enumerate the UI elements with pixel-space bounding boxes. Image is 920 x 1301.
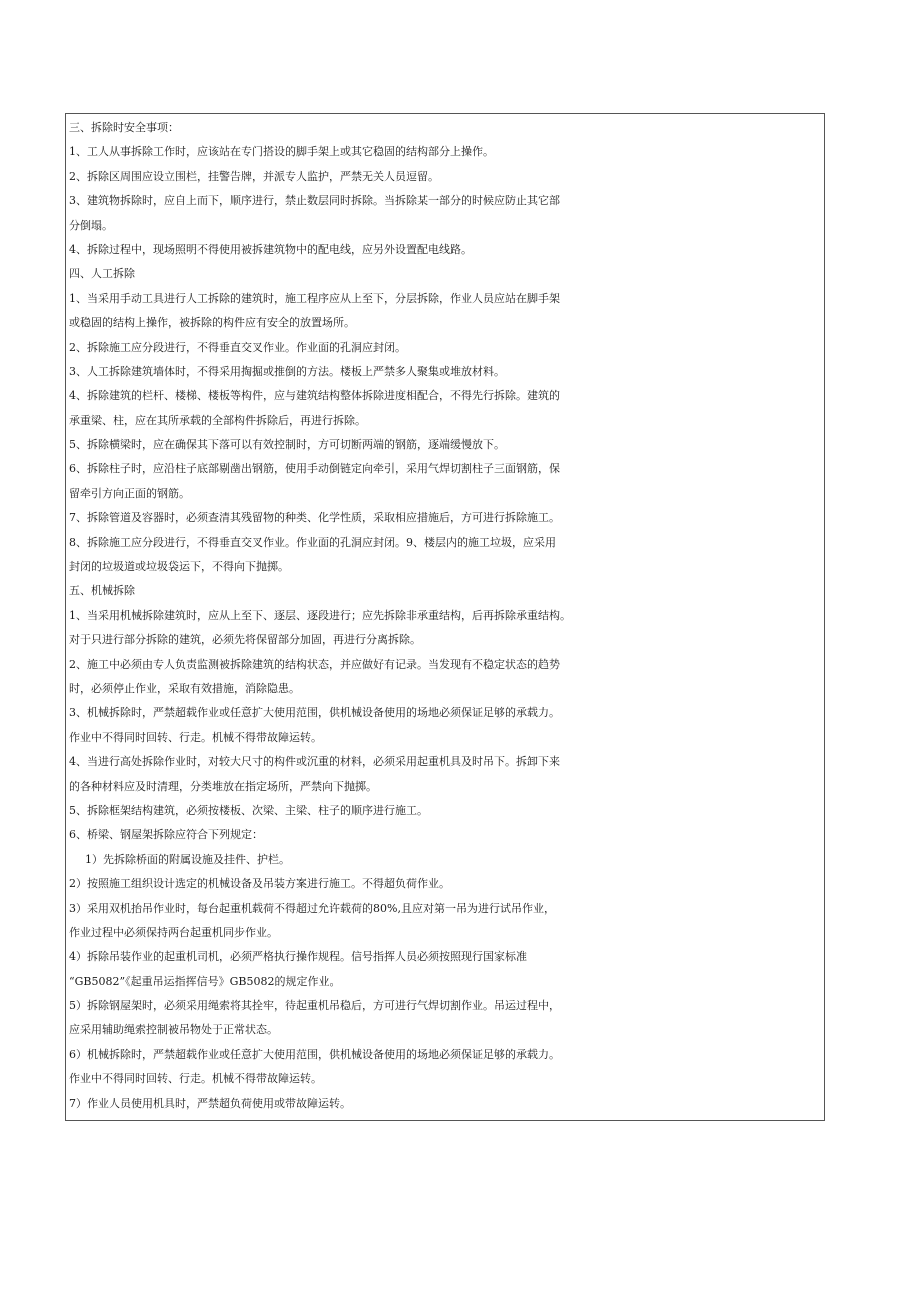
text-line: 四、人工拆除 — [69, 267, 135, 281]
text-line: 6、桥梁、钢屋架拆除应符合下列规定： — [69, 828, 263, 842]
text-line: 应采用辅助绳索控制被吊物处于正常状态。 — [69, 1023, 278, 1037]
text-line: 五、机械拆除 — [69, 584, 135, 598]
text-line: 1、当采用手动工具进行人工拆除的建筑时，施工程序应从上至下，分层拆除，作业人员应站在脚手架 — [69, 291, 560, 305]
text-line: 7）作业人员使用机具时，严禁超负荷使用或带故障运转。 — [69, 1096, 351, 1110]
text-line: 1、工人从事拆除工作时，应该站在专门搭设的脚手架上或其它稳固的结构部分上操作。 — [69, 145, 494, 159]
text-line: 承重梁、柱，应在其所承载的全部构件拆除后，再进行拆除。 — [69, 413, 366, 427]
text-line: 1、当采用机械拆除建筑时，应从上至下、逐层、逐段进行；应先拆除非承重结构，后再拆除承重结构。 — [69, 608, 571, 622]
text-line: 2）按照施工组织设计选定的机械设备及吊装方案进行施工。不得超负荷作业。 — [69, 877, 450, 891]
text-line: 5、拆除框架结构建筑，必须按楼板、次梁、主梁、柱子的顺序进行施工。 — [69, 803, 428, 817]
text-line: 对于只进行部分拆除的建筑，必须先将保留部分加固，再进行分离拆除。 — [69, 633, 421, 647]
text-line: 1）先拆除桥面的附属设施及挂件、护栏。 — [85, 852, 290, 866]
text-line: 4、拆除过程中，现场照明不得使用被拆建筑物中的配电线，应另外设置配电线路。 — [69, 242, 472, 256]
text-line: 封闭的垃圾道或垃圾袋运下，不得向下抛掷。 — [69, 560, 289, 574]
text-line: 2、施工中必须由专人负责监测被拆除建筑的结构状态，并应做好有记录。当发现有不稳定状态的趋势 — [69, 657, 560, 671]
text-line: 3）采用双机抬吊作业时，每台起重机载荷不得超过允许载荷的80%,且应对第一吊为进行试吊作业， — [69, 901, 555, 915]
text-line: 分倒塌。 — [69, 218, 113, 232]
text-line: 7、拆除管道及容器时，必须查清其残留物的种类、化学性质，采取相应措施后，方可进行拆除施工。 — [69, 511, 560, 525]
text-line: 时，必须停止作业，采取有效措施，消除隐患。 — [69, 681, 300, 695]
text-line: “GB5082”《起重吊运指挥信号》GB5082的规定作业。 — [69, 974, 341, 988]
text-line: 6）机械拆除时，严禁超载作业或任意扩大使用范围，供机械设备使用的场地必须保证足够的承载力。 — [69, 1047, 560, 1061]
text-line: 留牵引方向正面的钢筋。 — [69, 486, 190, 500]
text-line: 或稳固的结构上操作，被拆除的构件应有安全的放置场所。 — [69, 316, 355, 330]
text-line: 作业过程中必须保持两台起重机同步作业。 — [69, 925, 278, 939]
text-line: 5、拆除横梁时，应在确保其下落可以有效控制时，方可切断两端的钢筋，逐端缓慢放下。 — [69, 438, 505, 452]
text-line: 8、拆除施工应分段进行，不得垂直交叉作业。作业面的孔洞应封闭。9、楼层内的施工垃圾，应采用 — [69, 535, 556, 549]
text-line: 5）拆除钢屋架时，必须采用绳索将其拴牢，待起重机吊稳后，方可进行气焊切割作业。吊运过程中， — [69, 999, 560, 1013]
text-line: 作业中不得同时回转、行走。机械不得带故障运转。 — [69, 1072, 322, 1086]
text-line: 2、拆除区周围应设立围栏，挂警告牌，并派专人监护，严禁无关人员逗留。 — [69, 169, 439, 183]
text-line: 3、建筑物拆除时，应自上而下，顺序进行，禁止数层同时拆除。当拆除某一部分的时候应防止其它部 — [69, 194, 560, 208]
text-line: 的各种材料应及时清理，分类堆放在指定场所，严禁向下抛掷。 — [69, 779, 377, 793]
document-table-cell — [65, 113, 825, 1121]
text-line: 2、拆除施工应分段进行，不得垂直交叉作业。作业面的孔洞应封闭。 — [69, 340, 406, 354]
text-line: 6、拆除柱子时，应沿柱子底部剔凿出钢筋，使用手动倒链定向牵引，采用气焊切割柱子三面钢筋，保 — [69, 462, 560, 476]
text-line: 三、拆除时安全事项： — [69, 121, 179, 134]
text-line: 3、机械拆除时，严禁超载作业或任意扩大使用范围，供机械设备使用的场地必须保证足够的承载力。 — [69, 706, 560, 720]
text-line: 4）拆除吊装作业的起重机司机，必须严格执行操作规程。信号指挥人员必须按照现行国家标准 — [69, 950, 527, 964]
text-line: 3、人工拆除建筑墙体时，不得采用掏掘或推倒的方法。楼板上严禁多人聚集或堆放材料。 — [69, 364, 505, 378]
text-line: 作业中不得同时回转、行走。机械不得带故障运转。 — [69, 730, 322, 744]
text-line: 4、当进行高处拆除作业时，对较大尺寸的构件或沉重的材料，必须采用起重机具及时吊下。拆卸下来 — [69, 755, 560, 769]
text-line: 4、拆除建筑的栏杆、楼梯、楼板等构件，应与建筑结构整体拆除进度相配合，不得先行拆除。建筑的 — [69, 389, 560, 403]
